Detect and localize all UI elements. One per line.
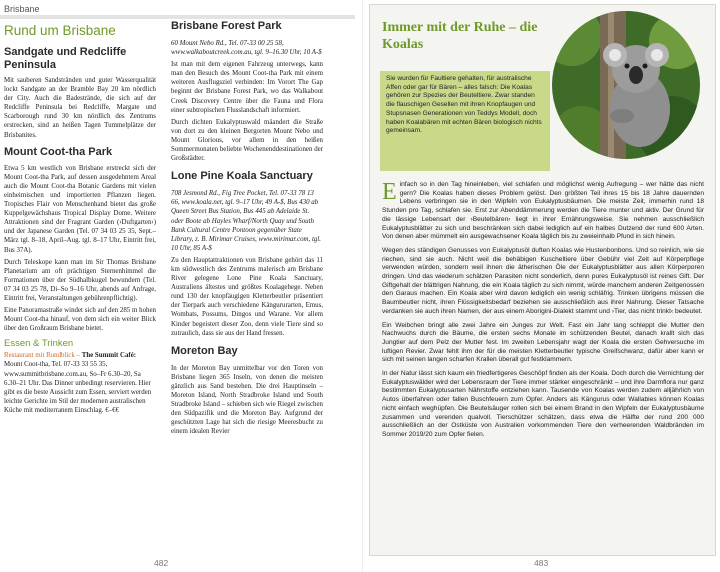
paragraph-coot-tha-3: Eine Panoramastraße windet sich auf den 285 m hohen Mount Coot-tha hinauf, von dem sich ein weiter Blick über den Großraum Brisbane bietet. [4,307,156,333]
box-paragraph-2: Wegen des ständigen Genusses von Eukalyptusöl duften Koalas wie Hustenbonbons. Und so reinlich, wie sie riechen, sind sie auch. Nicht weil die behäbigen Kuscheltiere über Gebühr viel Zeit auf Körperpflege verwenden würden, sondern weil ihnen die ätherischen Öle der Eukalyptusblätter aus allen Körperporen dringen. Und das wiederum schätzen Parasiten nicht sonderlich, denn pures Eukalyptusöl ist reines Gift. Der Giftgehalt der blättrigen Nahrung, die ein Koala täglich zu sich nimmt, würde manchem anderen Zeitgenossen den Garaus machen. Ein Koala aber wird davon lediglich ein wenig schläfrig. Trinken übrigens müssen die Baumbeutler nicht, ihren Flüssigkeitsbedarf beziehen sie ausschließlich aus ihrer Nahrung. Dieser Tatsache verdanken sie auch ihren Namen, der aus einem Aborigini-Dialekt stammt und ›Tier, das nicht trinkt‹ bedeutet. [382,246,704,315]
paragraph-coot-tha-2: Durch Teleskope kann man im Sir Thomas Brisbane Planetarium am oft prächtigen Sternenhimmel die Formationen über der Südhalbkugel bewundern (Tel. 07 34 03 25 78, Di–So 9–16 Uhr, abends auf Anfrage, Eintritt frei, Veranstaltungen gebührenpflichtig). [4,258,156,302]
koala-illustration [552,11,700,159]
page-number-left: 482 [154,558,169,568]
intro-text: Sie wurden für Faultiere gehalten, für australische Affen oder gar für Bären – alles falsch: Die Koalas gehören zur Spezies der Beuteltiere. Zwar standen die flauschigen Gesellen mit ihren Knopfaugen und Stupsnasen Generationen von Teddys Modell, doch haben Koalabären mit echten Bären biologisch nichts gemeinsam. [386,75,542,135]
feature-box-koalas [369,4,716,556]
paragraph-moreton: In der Moreton Bay unmittelbar vor den Toren von Brisbane liegen 365 Inseln, von denen die meisten gänzlich aus Sand bestehen. Die drei Hauptinseln – Moreton Island, North Stradbroke Island und South Stradbroke Island – schieben sich wie Riegel zwischen den Südpazifik und die Moreton Bay. Aufgrund der geschützten Lage hat sich die riesige Meeresbucht zu einem idealen Revier [171,364,323,436]
paragraph-lone-pine: Zu den Hauptattraktionen von Brisbane gehört das 11 km südwestlich des Zentrums malerisch am Brisbane River gelegene Lone Pine Koala Sanctuary, Australiens ältestes und größtes Koalagehege. Neben rund 130 der knopfäugigen Kletterbeutler präsentiert der Tierpark auch verschiedene Kängururarten, Emus, Wombats, Possums, Dingos und Warane. Vor allem Kinder begeistert dieser Zoo, denn viele Tiere sind so zutraulich, dass sie aus der Hand fressen. [171,256,323,337]
drop-cap: E [382,181,397,205]
box-paragraph-3: Ein Weibchen bringt alle zwei Jahre ein Junges zur Welt. Fast ein Jahr lang schleppt die Mutter den Nachwuchs durch die Bäume, die ersten sechs Monate im schützenden Beutel, danach krallt sich das Jungtier auf dem Pelz der Mutter fest. Im zweiten Lebensjahr wagt der Koala die ersten Gehversuche im luftigen Revier. Zwar fehlt ihm der für die meisten Kletterbeutler typische Greifschwanz, dafür aber kann er sich mit seinen langen scharfen Krallen überall gut festklammern. [382,321,704,364]
paragraph-sandgate: Mit sauberen Sandstränden und guter Wasserqualität lockt Sandgate an der Bramble Bay 20 km nördlich der City. Auch die Badestrände, die sich auf der Redcliffe Peninsula bei Redcliffe, Margate und Scarborough rund 30 km nördlich des Zentrums erstrecken, sind an heißen Tagen Tummelplätze der Brisbanites. [4,77,156,139]
heading-sandgate: Sandgate und Redcliffe Peninsula [4,46,127,71]
page-gutter [362,0,363,572]
box-title: Immer mit der Ruhe – die Koalas [382,20,538,52]
paragraph-essen [4,351,156,415]
running-head: Brisbane [4,4,40,14]
left-column-2 [171,20,323,560]
koala-photo [552,11,700,159]
heading-moreton-bay: Moreton Bay [171,344,238,357]
box-paragraph-1: Einfach so in den Tag hineinleben, viel schlafen und möglichst wenig Aufregung – wer hätte das nicht gern? Die Koalas haben dieses Problem gelöst. Den größten Teil ihres 15 bis 18 Jahre dauernden Lebens verbringen sie in den Wipfeln von Eukalyptusbäumen. Die meiste Zeit, immerhin rund 18 Stunden pro Tag, schlafen sie. Erst zur Abenddämmerung werden die Tiere munter und aktiv. Der Grund für die lässige Lebensart der ›Beutelbären‹ liegt in ihrer Ernährungsweise. Sie nehmen ausschließlich Eukalyptusblätter zu sich und beschränken sich dabei lediglich auf ein halbes Dutzend der rund 600 Arten. Von denen aber mümmelt ein ausgewachsener Koala täglich bis zu zweieinhalb Pfund in sich hinein. [382,181,704,241]
essen-name: The Summit Café: [81,352,137,360]
intro-box [380,71,550,171]
box-body [382,181,704,549]
section-title: Rund um Brisbane [4,23,116,38]
essen-label: Restaurant mit Rundblick – [4,352,80,360]
heading-essen-trinken: Essen & Trinken [4,338,74,350]
essen-text: Mount Coot-tha, Tel. 07-33 33 55 35, www.summitbrisbane.com.au, So–Fr 6.30–20, Sa 6.30–21 Uhr. Das Dinner unbedingt reservieren. Hier gibt es die beste Aussicht zum Essen, serviert werden leichte Gerichte im Stil der modernen australischen Küche mit mediterranem Einschlag. €–€€ [4,361,152,414]
page-number-right: 483 [534,558,549,568]
paragraph-forest-2: Durch dichten Eukalyptuswald mäandert die Straße von dort zu den kleinen Bergorten Mount Nebo und Mount Glorious, vor allem in den heißen Sommermonaten beliebte Wochenenddestinationen der Großstädter. [171,118,323,163]
paragraph-coot-tha-1: Etwa 5 km westlich von Brisbane erstreckt sich der Mount Coot-tha Park, auf dessen ausgedehntem Areal auch die Mount Coot-tha Botanic Gardens mit vielen einheimischen und importierten Pflanzen liegen. Tropisches Flair von Menschenhand bietet das große Kuppelgewächshaus Tropical Display Dome. Weitere Attraktionen sind der Fragrant Garden (›Duftgarten‹) und der Japanese Garden (Tel. 07 34 03 25 35, Sept.–März tgl. 8–18, April–Aug. tgl. 8–17 Uhr, Eintritt frei, Bus 37A). [4,164,156,254]
header-bar [0,15,355,19]
heading-lone-pine: Lone Pine Koala Sanctuary [171,170,313,183]
heading-forest-park: Brisbane Forest Park [171,20,282,32]
paragraph-forest-1: Ist man mit dem eigenen Fahrzeug unterwegs, kann man den Besuch des Mount Coot-tha Park mit einem weiteren Ausflugsziel verbinden: Im Vorort The Gap beginnt der Brisbane Forest Park, wo das Walkabout Creek Discovery Centre über die Fauna und Flora einer subtropischen Flusslandschaft informiert. [171,61,323,114]
info-forest-park: 60 Mount Nebo Rd., Tel. 07-33 00 25 58, www.walkaboutcreek.com.au, tgl. 9–16.30 Uhr, 10 A-$ [171,40,322,57]
left-column-1 [4,20,156,560]
heading-mount-coot-tha: Mount Coot-tha Park [4,145,113,158]
info-lone-pine: 708 Jesmond Rd., Fig Tree Pocket, Tel. 07-33 78 13 66, www.koala.net, tgl. 9–17 Uhr, 49 A-$, Bus 430 ab Queen Street Bus Station, Bus 445 ab Adelaide St. oder Boote ab Hayles Wharf/North Quay und South Bank Cultural Centre Pontoon gegenüber State Library, z. B. Mirimar Cruises, www.mirimar.com, tgl. 10 Uhr, 85 A-$ [171,190,321,252]
box-paragraph-4: In der Natur lässt sich kaum ein friedfertigeres Geschöpf finden als der Koala. Doch durch die Vernichtung der Eukalyptuswälder wird der Lebensraum der Tiere immer stärker eingeschränkt – und ihre Darmflora nur ganz bestimmten Eukalyptusarten Nährstoffe entziehen kann. Tausende von Koalas werden zudem alljährlich von Autos überfahren oder fallen Buschfeuern zum Opfer. Anders als Kängurus oder Wallabies können Koalas nicht einfach weghüpfen. Die Beutelsäuger rollen sich bei einem Brand in den Wipfeln der Eukalyptusbäume zusammen und verenden qualvoll. Tierschützer schätzen, dass etwa die Hälfte der rund 200 000 ausschließlich an der Ostküste von Australien vorkommenden Tiere den verheerenden Waldbränden im Sommer 2019/20 zum Opfer fielen. [382,370,704,438]
